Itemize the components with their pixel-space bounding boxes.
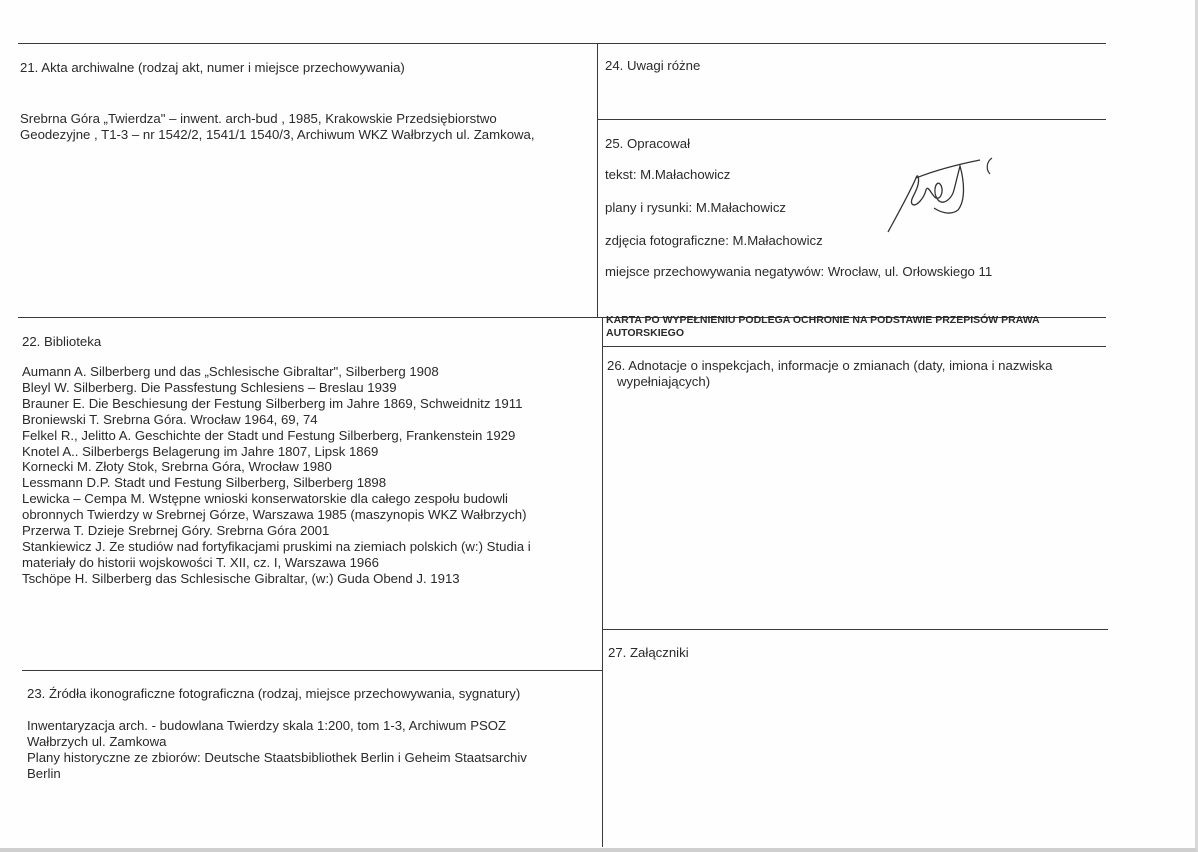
bibliography-list <box>22 364 531 587</box>
negatives-location: miejsce przechowywania negatywów: Wrocław, ul. Orłowskiego 11 <box>605 264 993 279</box>
list-item: Przerwa T. Dzieje Srebrnej Góry. Srebrna Góra 2001 <box>22 523 330 539</box>
list-item: Felkel R., Jelitto A. Geschichte der Stadt und Festung Silberberg, Frankenstein 1929 <box>22 427 516 443</box>
author-photos: zdjęcia fotograficzne: M.Małachowicz <box>605 233 823 248</box>
list-item: Lewicka – Cempa M. Wstępne wnioski konserwatorskie dla całego zespołu budowli <box>22 491 508 507</box>
list-item: Aumann A. Silberberg und das „Schlesische Gibraltar", Silberberg 1908 <box>22 364 439 379</box>
section-21-line-1: Srebrna Góra „Twierdza" – inwent. arch-bud , 1985, Krakowskie Przedsiębiorstwo <box>20 111 497 126</box>
list-item: materiały do historii wojskowości T. XII, cz. I, Warszawa 1966 <box>22 554 379 570</box>
rule-notice <box>602 346 1106 347</box>
copyright-notice-line-2: AUTORSKIEGO <box>606 327 684 339</box>
list-item: Tschöpe H. Silberberg das Schlesische Gibraltar, (w:) Guda Obend J. 1913 <box>22 570 460 586</box>
column-divider <box>597 43 598 317</box>
rule-22-23 <box>22 670 602 671</box>
section-23-line-4: Berlin <box>27 766 61 781</box>
section-23-line-1: Inwentaryzacja arch. - budowlana Twierdzy skala 1:200, tom 1-3, Archiwum PSOZ <box>27 718 507 733</box>
rule-26-27 <box>602 629 1108 630</box>
section-22-heading: 22. Biblioteka <box>22 334 102 349</box>
list-item: Broniewski T. Srebrna Góra. Wrocław 1964, 69, 74 <box>22 411 318 427</box>
section-23-line-2: Wałbrzych ul. Zamkowa <box>27 734 167 749</box>
section-23-line-3: Plany historyczne ze zbiorów: Deutsche Staatsbibliothek Berlin i Geheim Staatsarchiv <box>27 750 527 765</box>
section-25-heading: 25. Opracował <box>605 136 691 151</box>
copyright-notice-line-1: KARTA PO WYPEŁNIENIU PODLEGA OCHRONIE NA PODSTAWIE PRZEPISÓW PRAWA <box>606 314 1040 326</box>
list-item: Bleyl W. Silberberg. Die Passfestung Schlesiens – Breslau 1939 <box>22 379 397 395</box>
section-26-heading: 26. Adnotacje o inspekcjach, informacje o zmianach (daty, imiona i nazwiska <box>607 358 1053 373</box>
author-text: tekst: M.Małachowicz <box>605 167 731 182</box>
top-rule <box>18 43 1106 44</box>
rule-24-25 <box>597 119 1106 120</box>
list-item: obronnych Twierdzy w Srebrnej Górze, Warszawa 1985 (maszynopis WKZ Wałbrzych) <box>22 507 527 523</box>
list-item: Knotel A.. Silberbergs Belagerung im Jahre 1807, Lipsk 1869 <box>22 443 379 459</box>
column-divider-lower <box>602 317 603 847</box>
author-plans: plany i rysunki: M.Małachowicz <box>605 200 787 215</box>
list-item: Kornecki M. Złoty Stok, Srebrna Góra, Wrocław 1980 <box>22 459 332 475</box>
handwritten-signature <box>880 150 1010 240</box>
section-23-heading: 23. Źródła ikonograficzne fotograficzna (rodzaj, miejsce przechowywania, sygnatury) <box>27 686 521 701</box>
list-item: Stankiewicz J. Ze studiów nad fortyfikacjami pruskimi na ziemiach polskich (w:) Studia i <box>22 538 531 554</box>
section-27-heading: 27. Załączniki <box>608 645 689 660</box>
section-21-line-2: Geodezyjne , T1-3 – nr 1542/2, 1541/1 1540/3, Archiwum WKZ Wałbrzych ul. Zamkowa, <box>20 127 535 142</box>
list-item: Brauner E. Die Beschiesung der Festung Silberberg im Jahre 1869, Schweidnitz 1911 <box>22 395 523 411</box>
list-item: Lessmann D.P. Stadt und Festung Silberberg, Silberberg 1898 <box>22 475 387 491</box>
section-26-heading-cont: wypełniających) <box>617 374 711 389</box>
section-24-heading: 24. Uwagi różne <box>605 58 701 73</box>
section-21-heading: 21. Akta archiwalne (rodzaj akt, numer i miejsce przechowywania) <box>20 60 405 75</box>
